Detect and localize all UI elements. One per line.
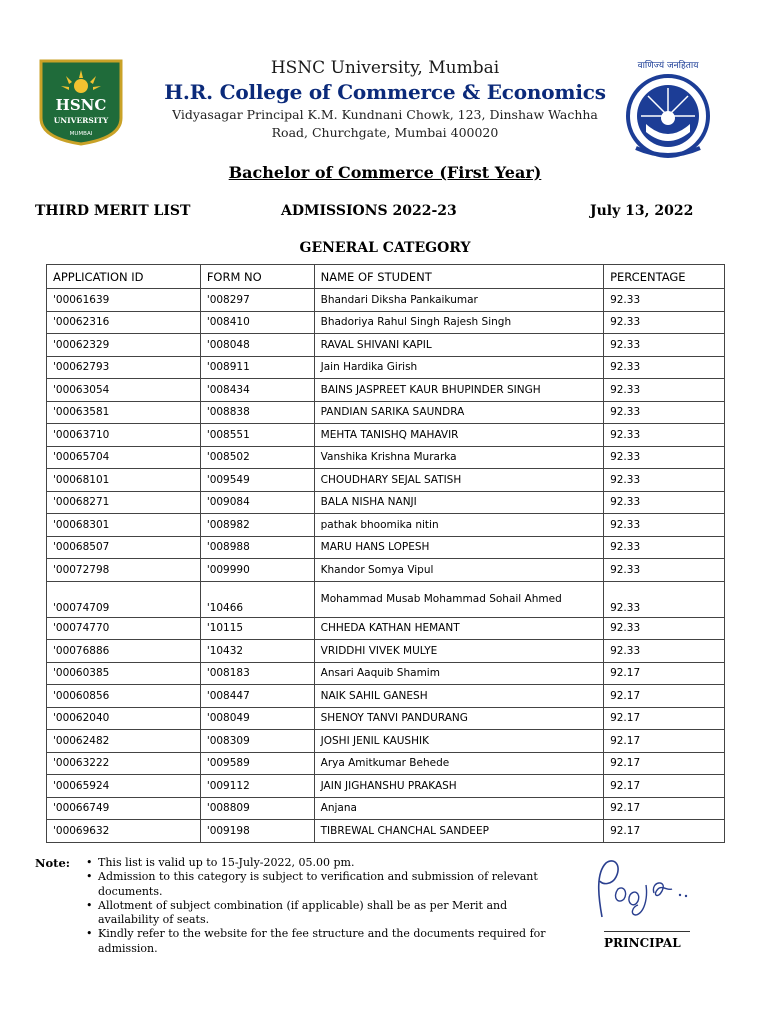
table-row [47,334,725,357]
cell-form-no: '008297 [200,289,314,312]
document-title: Bachelor of Commerce (First Year) [228,163,542,182]
cell-percentage: 92.33 [604,311,725,334]
table-row [47,797,725,820]
cell-application-id: '00065924 [47,775,201,798]
cell-student-name: Bhadoriya Rahul Singh Rajesh Singh [314,311,603,334]
cell-percentage: 92.33 [604,379,725,402]
cell-percentage: 92.33 [604,424,725,447]
cell-student-name: Khandor Somya Vipul [314,559,603,582]
cell-student-name: Mohammad Musab Mohammad Sohail Ahmed [314,581,603,617]
notes-list [86,856,546,956]
cell-percentage: 92.17 [604,752,725,775]
admissions-year: ADMISSIONS 2022-23 [281,203,457,219]
cell-form-no: '008502 [200,446,314,469]
cell-student-name: Bhandari Diksha Pankaikumar [314,289,603,312]
merit-table [46,264,725,843]
cell-form-no: '008410 [200,311,314,334]
table-row [47,356,725,379]
cell-application-id: '00072798 [47,559,201,582]
college-name: H.R. College of Commerce & Economics [164,80,606,104]
note-item: • This list is valid up to 15-July-2022, 05.00 pm. [86,856,546,870]
cell-percentage: 92.33 [604,514,725,537]
table-row [47,820,725,843]
cell-percentage: 92.33 [604,617,725,640]
cell-student-name: pathak bhoomika nitin [314,514,603,537]
cell-percentage: 92.33 [604,334,725,357]
cell-student-name: MARU HANS LOPESH [314,536,603,559]
cell-application-id: '00065704 [47,446,201,469]
cell-student-name: PANDIAN SARIKA SAUNDRA [314,401,603,424]
cell-form-no: '009112 [200,775,314,798]
cell-application-id: '00074770 [47,617,201,640]
note-item: • Admission to this category is subject to verification and submission of relevant documents. [86,870,546,899]
table-row [47,581,725,617]
cell-student-name: Jain Hardika Girish [314,356,603,379]
cell-application-id: '00068271 [47,491,201,514]
cell-form-no: '008309 [200,730,314,753]
table-row [47,289,725,312]
university-name: HSNC University, Mumbai [270,58,500,78]
cell-student-name: BALA NISHA NANJI [314,491,603,514]
college-address [140,106,630,142]
cell-student-name: NAIK SAHIL GANESH [314,685,603,708]
table-row [47,662,725,685]
table-row [47,446,725,469]
cell-application-id: '00068301 [47,514,201,537]
hr-college-emblem-icon [616,58,721,163]
cell-form-no: '008183 [200,662,314,685]
cell-application-id: '00062793 [47,356,201,379]
note-label: Note: [35,856,71,870]
cell-form-no: '008049 [200,707,314,730]
header-percentage: PERCENTAGE [604,265,725,289]
cell-application-id: '00063054 [47,379,201,402]
header-form-no: FORM NO [200,265,314,289]
cell-application-id: '00069632 [47,820,201,843]
table-row [47,640,725,663]
logo-text-top: HSNC [55,96,107,114]
cell-percentage: 92.17 [604,775,725,798]
cell-form-no: '008809 [200,797,314,820]
logo-text-bottom: MUMBAI [69,131,93,137]
cell-application-id: '00063710 [47,424,201,447]
principal-title: PRINCIPAL [604,936,681,950]
table-row [47,685,725,708]
category-heading: GENERAL CATEGORY [299,240,471,256]
principal-signature [588,855,708,925]
cell-application-id: '00062040 [47,707,201,730]
cell-student-name: Ansari Aaquib Shamim [314,662,603,685]
cell-percentage: 92.33 [604,356,725,379]
cell-form-no: '10432 [200,640,314,663]
cell-application-id: '00063222 [47,752,201,775]
table-row [47,514,725,537]
table-row [47,752,725,775]
list-date: July 13, 2022 [590,203,694,219]
cell-percentage: 92.17 [604,685,725,708]
cell-form-no: '009198 [200,820,314,843]
cell-application-id: '00061639 [47,289,201,312]
cell-percentage: 92.33 [604,446,725,469]
cell-percentage: 92.33 [604,401,725,424]
cell-form-no: '008988 [200,536,314,559]
table-row [47,469,725,492]
cell-application-id: '00066749 [47,797,201,820]
cell-percentage: 92.33 [604,289,725,312]
cell-percentage: 92.17 [604,797,725,820]
cell-student-name: Anjana [314,797,603,820]
cell-form-no: '008838 [200,401,314,424]
cell-percentage: 92.33 [604,469,725,492]
cell-student-name: BAINS JASPREET KAUR BHUPINDER SINGH [314,379,603,402]
emblem-motto: वाणिज्यं जनहिताय [637,61,699,71]
table-row [47,424,725,447]
cell-form-no: '009990 [200,559,314,582]
cell-form-no: '008447 [200,685,314,708]
cell-student-name: JAIN JIGHANSHU PRAKASH [314,775,603,798]
table-row [47,617,725,640]
address-line-1: Vidyasagar Principal K.M. Kundnani Chowk, 123, Dinshaw Wachha [172,107,598,122]
table-row [47,401,725,424]
cell-student-name: VRIDDHI VIVEK MULYE [314,640,603,663]
cell-student-name: JOSHI JENIL KAUSHIK [314,730,603,753]
cell-application-id: '00063581 [47,401,201,424]
cell-student-name: Arya Amitkumar Behede [314,752,603,775]
note-item: • Allotment of subject combination (if applicable) shall be as per Merit and availability of seats. [86,899,546,928]
cell-student-name: Vanshika Krishna Murarka [314,446,603,469]
table-row [47,311,725,334]
cell-application-id: '00068101 [47,469,201,492]
cell-percentage: 92.33 [604,559,725,582]
cell-form-no: '008982 [200,514,314,537]
table-row [47,707,725,730]
cell-form-no: '008551 [200,424,314,447]
table-row [47,559,725,582]
cell-form-no: '008434 [200,379,314,402]
cell-student-name: SHENOY TANVI PANDURANG [314,707,603,730]
note-item: • Kindly refer to the website for the fee structure and the documents required for admission. [86,927,546,956]
table-row [47,775,725,798]
cell-form-no: '10115 [200,617,314,640]
cell-student-name: TIBREWAL CHANCHAL SANDEEP [314,820,603,843]
cell-form-no: '009589 [200,752,314,775]
header-student-name: NAME OF STUDENT [314,265,603,289]
cell-percentage: 92.17 [604,707,725,730]
cell-percentage: 92.33 [604,581,725,617]
cell-form-no: '10466 [200,581,314,617]
cell-percentage: 92.33 [604,536,725,559]
cell-student-name: RAVAL SHIVANI KAPIL [314,334,603,357]
table-row [47,536,725,559]
cell-form-no: '008048 [200,334,314,357]
cell-form-no: '009084 [200,491,314,514]
cell-percentage: 92.17 [604,820,725,843]
signature-line [604,931,690,932]
cell-application-id: '00060856 [47,685,201,708]
header-application-id: APPLICATION ID [47,265,201,289]
cell-form-no: '009549 [200,469,314,492]
cell-percentage: 92.17 [604,662,725,685]
cell-student-name: CHHEDA KATHAN HEMANT [314,617,603,640]
cell-application-id: '00062316 [47,311,201,334]
table-row [47,730,725,753]
cell-percentage: 92.33 [604,491,725,514]
address-line-2: Road, Churchgate, Mumbai 400020 [271,125,499,140]
cell-application-id: '00062329 [47,334,201,357]
cell-application-id: '00062482 [47,730,201,753]
cell-student-name: MEHTA TANISHQ MAHAVIR [314,424,603,447]
cell-percentage: 92.17 [604,730,725,753]
cell-application-id: '00068507 [47,536,201,559]
cell-application-id: '00076886 [47,640,201,663]
table-row [47,491,725,514]
cell-percentage: 92.33 [604,640,725,663]
merit-list-name: THIRD MERIT LIST [35,203,191,219]
cell-application-id: '00074709 [47,581,201,617]
table-row [47,379,725,402]
cell-application-id: '00060385 [47,662,201,685]
cell-form-no: '008911 [200,356,314,379]
logo-text-middle: UNIVERSITY [53,116,109,125]
cell-student-name: CHOUDHARY SEJAL SATISH [314,469,603,492]
table-header-row [47,265,725,289]
